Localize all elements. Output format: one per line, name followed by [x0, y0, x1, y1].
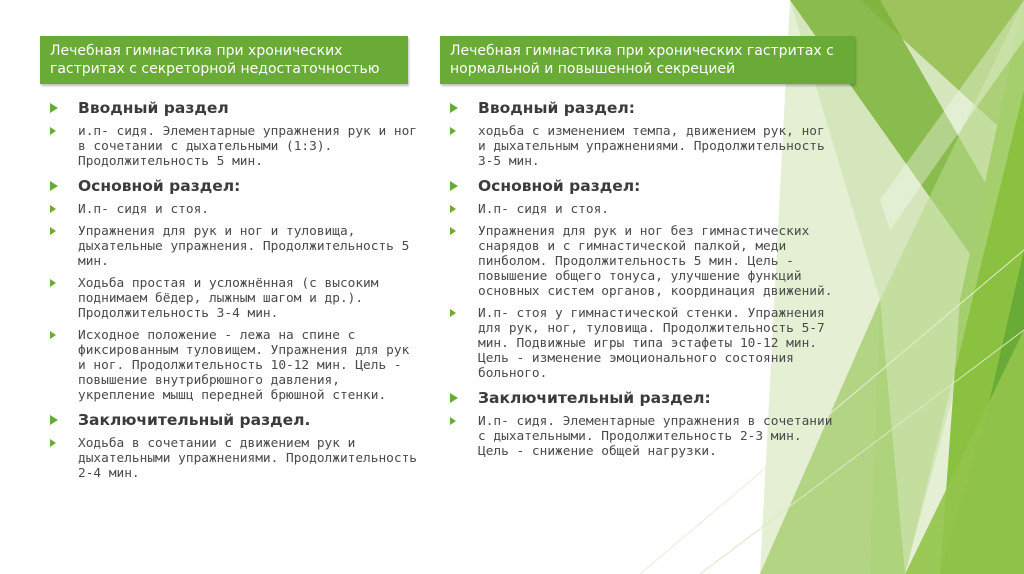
- right-column: [440, 36, 840, 466]
- bullet-arrow-icon: [50, 127, 56, 135]
- bullet-arrow-icon: [450, 417, 456, 425]
- section-title: Основной раздел:: [78, 177, 241, 195]
- left-header: Лечебная гимнастика при хронических гастритах с секреторной недостаточностью: [40, 36, 408, 84]
- list-item: [40, 124, 420, 169]
- list-item: [440, 306, 840, 381]
- bullet-arrow-icon: [50, 103, 58, 113]
- item-text: Исходное положение - лежа на спине с фиксированным туловищем. Упражнения для рук и ног. Продолжительность 10-12 мин. Цель - повышение внутрибрюшного давления, укрепление мышц передней брюшной стенки.: [78, 328, 410, 403]
- section-title: Заключительный раздел.: [78, 411, 311, 429]
- list-item: [40, 328, 420, 403]
- item-text: и.п- сидя. Элементарные упражнения рук и ног в сочетании с дыхательными (1:3). Продолжительность 5 мин.: [78, 124, 417, 169]
- bullet-arrow-icon: [50, 415, 58, 425]
- section-heading: [440, 98, 840, 118]
- item-text: И.п- сидя и стоя.: [478, 202, 609, 217]
- bullet-arrow-icon: [50, 205, 56, 213]
- bullet-arrow-icon: [50, 439, 56, 447]
- section-title: Вводный раздел: [78, 99, 229, 117]
- bullet-arrow-icon: [50, 227, 56, 235]
- bullet-arrow-icon: [450, 181, 458, 191]
- bullet-arrow-icon: [50, 181, 58, 191]
- item-text: И.п- сидя. Элементарные упражнения в сочетании с дыхательными. Продолжительность 2-3 мин. Цель - снижение общей нагрузки.: [478, 414, 833, 459]
- bullet-arrow-icon: [450, 309, 456, 317]
- list-item: [440, 202, 840, 217]
- item-text: И.п- стоя у гимнастической стенки. Упражнения для рук, ног, туловища. Продолжительность 5-7 мин. Подвижные игры типа эстафеты 10-12 мин. Цель - изменение эмоционального состояния больного.: [478, 306, 825, 381]
- list-item: [40, 224, 420, 269]
- section-heading: [40, 176, 420, 196]
- bullet-arrow-icon: [450, 103, 458, 113]
- left-content: [40, 98, 420, 481]
- bullet-arrow-icon: [450, 227, 456, 235]
- section-heading: [440, 388, 840, 408]
- section-heading: [440, 176, 840, 196]
- bullet-arrow-icon: [450, 205, 456, 213]
- section-heading: [40, 410, 420, 430]
- right-content: [440, 98, 840, 459]
- section-title: Вводный раздел:: [478, 99, 635, 117]
- list-item: [440, 124, 840, 169]
- bullet-arrow-icon: [50, 279, 56, 287]
- right-header: Лечебная гимнастика при хронических гастритах с нормальной и повышенной секрецией: [440, 36, 855, 84]
- item-text: Ходьба в сочетании с движением рук и дыхательными упражнениями. Продолжительность 2-4 мин.: [78, 436, 417, 481]
- bullet-arrow-icon: [450, 127, 456, 135]
- list-item: [40, 202, 420, 217]
- list-item: [440, 224, 840, 299]
- list-item: [440, 414, 840, 459]
- section-title: Основной раздел:: [478, 177, 641, 195]
- item-text: Ходьба простая и усложнённая (с высоким поднимаем бёдер, лыжным шагом и др.). Продолжительность 3-4 мин.: [78, 276, 379, 321]
- item-text: Упражнения для рук и ног без гимнастических снарядов и с гимнастической палкой, меди пинболом. Продолжительность 5 мин. Цель - повышение общего тонуса, улучшение функций основных систем органов, координация движений.: [478, 224, 833, 299]
- bullet-arrow-icon: [50, 331, 56, 339]
- section-heading: [40, 98, 420, 118]
- section-title: Заключительный раздел:: [478, 389, 711, 407]
- list-item: [40, 436, 420, 481]
- list-item: [40, 276, 420, 321]
- item-text: ходьба с изменением темпа, движением рук, ног и дыхательным упражнениями. Продолжительность 3-5 мин.: [478, 124, 825, 169]
- item-text: И.п- сидя и стоя.: [78, 202, 209, 217]
- item-text: Упражнения для рук и ног и туловища, дыхательные упражнения. Продолжительность 5 мин.: [78, 224, 410, 269]
- bullet-arrow-icon: [450, 393, 458, 403]
- left-column: [40, 36, 420, 488]
